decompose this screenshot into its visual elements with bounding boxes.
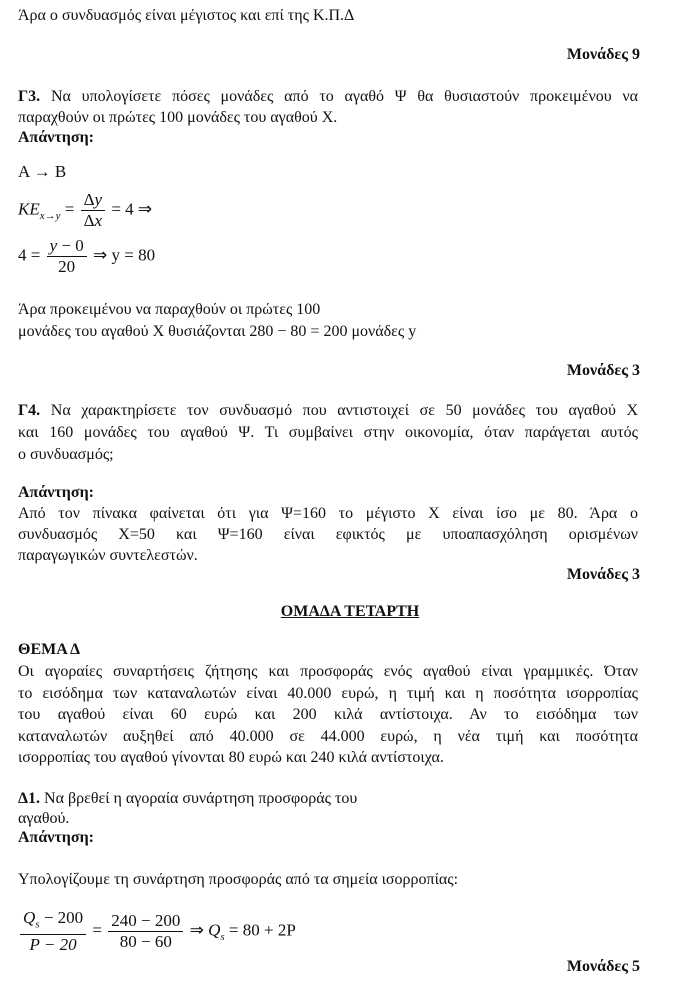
marks-9: Μονάδες 9	[566, 46, 640, 63]
theme-text-line5: ισορροπίας του αγαθού γίνονται 80 ευρώ και 240 κιλά αντίστοιχα.	[18, 749, 444, 766]
answer-label-g3: Απάντηση:	[18, 129, 94, 146]
conclusion-line: Άρα ο συνδυασμός είναι μέγιστος και επί της Κ.Π.Δ	[18, 7, 355, 24]
group-title: ΟΜΑΔΑ ΤΕΤΑΡΤΗ	[280, 603, 420, 620]
calc-intro: Υπολογίζουμε τη συνάρτηση προσφοράς από τα σημεία ισορροπίας:	[18, 871, 459, 888]
question-g4-line3: ο συνδυασμός;	[18, 446, 114, 463]
question-g4-text: Να χαρακτηρίσετε τον συνδυασμό που αντιστοιχεί σε 50 μονάδες του αγαθού Χ	[50, 402, 638, 419]
therefore-line2: μονάδες του αγαθού Χ θυσιάζονται 280 − 80 = 200 μονάδες y	[18, 323, 417, 340]
fraction1-numerator: − 200	[39, 908, 84, 927]
y-formula: 4 = $\frac{y - 0}{20}$ ⇒ y = 80	[18, 236, 156, 276]
question-d1-text: Να βρεθεί η αγοραία συνάρτηση προσφοράς του	[44, 790, 358, 807]
question-d1-line1	[18, 789, 357, 809]
marks-3-a: Μονάδες 3	[566, 362, 640, 379]
question-g4-line2: και 160 μονάδες του αγαθού Ψ. Τι συμβαίνει στην οικονομία, όταν παράγεται αυτός	[18, 424, 638, 441]
answer-label-g4: Απάντηση:	[18, 484, 94, 501]
question-d1-line2: αγαθού.	[18, 810, 70, 827]
answer-g4-line1: Από τον πίνακα φαίνεται ότι για Ψ=160 το μέγιστο Χ είναι ίσο με 80. Άρα ο	[18, 505, 638, 522]
question-d1-label: Δ1.	[18, 790, 41, 807]
fraction1-denominator: P − 20	[29, 935, 77, 955]
y-formula-result: ⇒ y = 80	[92, 245, 156, 265]
answer-label-d1: Απάντηση:	[18, 829, 94, 846]
question-g4-line1	[18, 400, 638, 421]
theme-text-line4: καταναλωτών αυξηθεί από 40.000 σε 44.000 ευρώ, η νέα τιμή και ποσότητα	[18, 728, 638, 745]
question-g4-label: Γ4.	[18, 402, 41, 419]
theme-text-line2: το εισόδημα των καταναλωτών είναι 40.000 ευρώ, η τιμή και η ποσότητα ισορροπίας	[18, 685, 638, 702]
theme-heading: ΘΕΜΑ Δ	[18, 641, 81, 658]
ke-formula: $KE_{x\to y}$ = $\frac{\Delta y}{\Delta x}$ = 4 ⇒	[18, 190, 153, 230]
marks-5: Μονάδες 5	[566, 958, 640, 975]
theme-text-line1: Οι αγοραίες συναρτήσεις ζήτησης και προσφοράς ενός αγαθού είναι γραμμικές. Όταν	[18, 663, 638, 680]
question-g3-text: Να υπολογίσετε πόσες μονάδες από το αγαθό Ψ θα θυσιαστούν προκειμένου να	[50, 88, 638, 105]
answer-g4-line3: παραγωγικών συντελεστών.	[18, 547, 198, 564]
marks-3-b: Μονάδες 3	[566, 566, 640, 583]
a-to-b: Α → Β	[18, 162, 67, 181]
supply-result: = 80 + 2P	[228, 920, 296, 940]
theme-text-line3: του αγαθού είναι 60 ευρώ και 200 κιλά αντίστοιχα. Αν το εισόδημα των	[18, 706, 638, 723]
therefore-line1: Άρα προκειμένου να παραχθούν οι πρώτες 100	[18, 301, 321, 318]
ke-result: = 4 ⇒	[111, 199, 153, 219]
question-g3-line2: παραχθούν οι πρώτες 100 μονάδες του αγαθού Χ.	[18, 109, 338, 126]
y-formula-left: 4 =	[18, 245, 41, 265]
fraction2-denominator: 80 − 60	[119, 932, 172, 952]
question-g3-label: Γ3.	[18, 88, 41, 105]
answer-g4-line2: συνδυασμός Χ=50 και Ψ=160 είναι εφικτός με υποαπασχόληση ορισμένων	[18, 526, 638, 543]
q-symbol: Q	[23, 908, 36, 927]
supply-formula: $\frac{Q_s - 200}{P - 20}$ = $\frac{240 - 200}{80 - 60}$ ⇒ $Q_s = 80 + 2P$	[18, 908, 296, 955]
question-g3-line1	[18, 86, 638, 107]
fraction2-numerator: 240 − 200	[108, 911, 183, 932]
